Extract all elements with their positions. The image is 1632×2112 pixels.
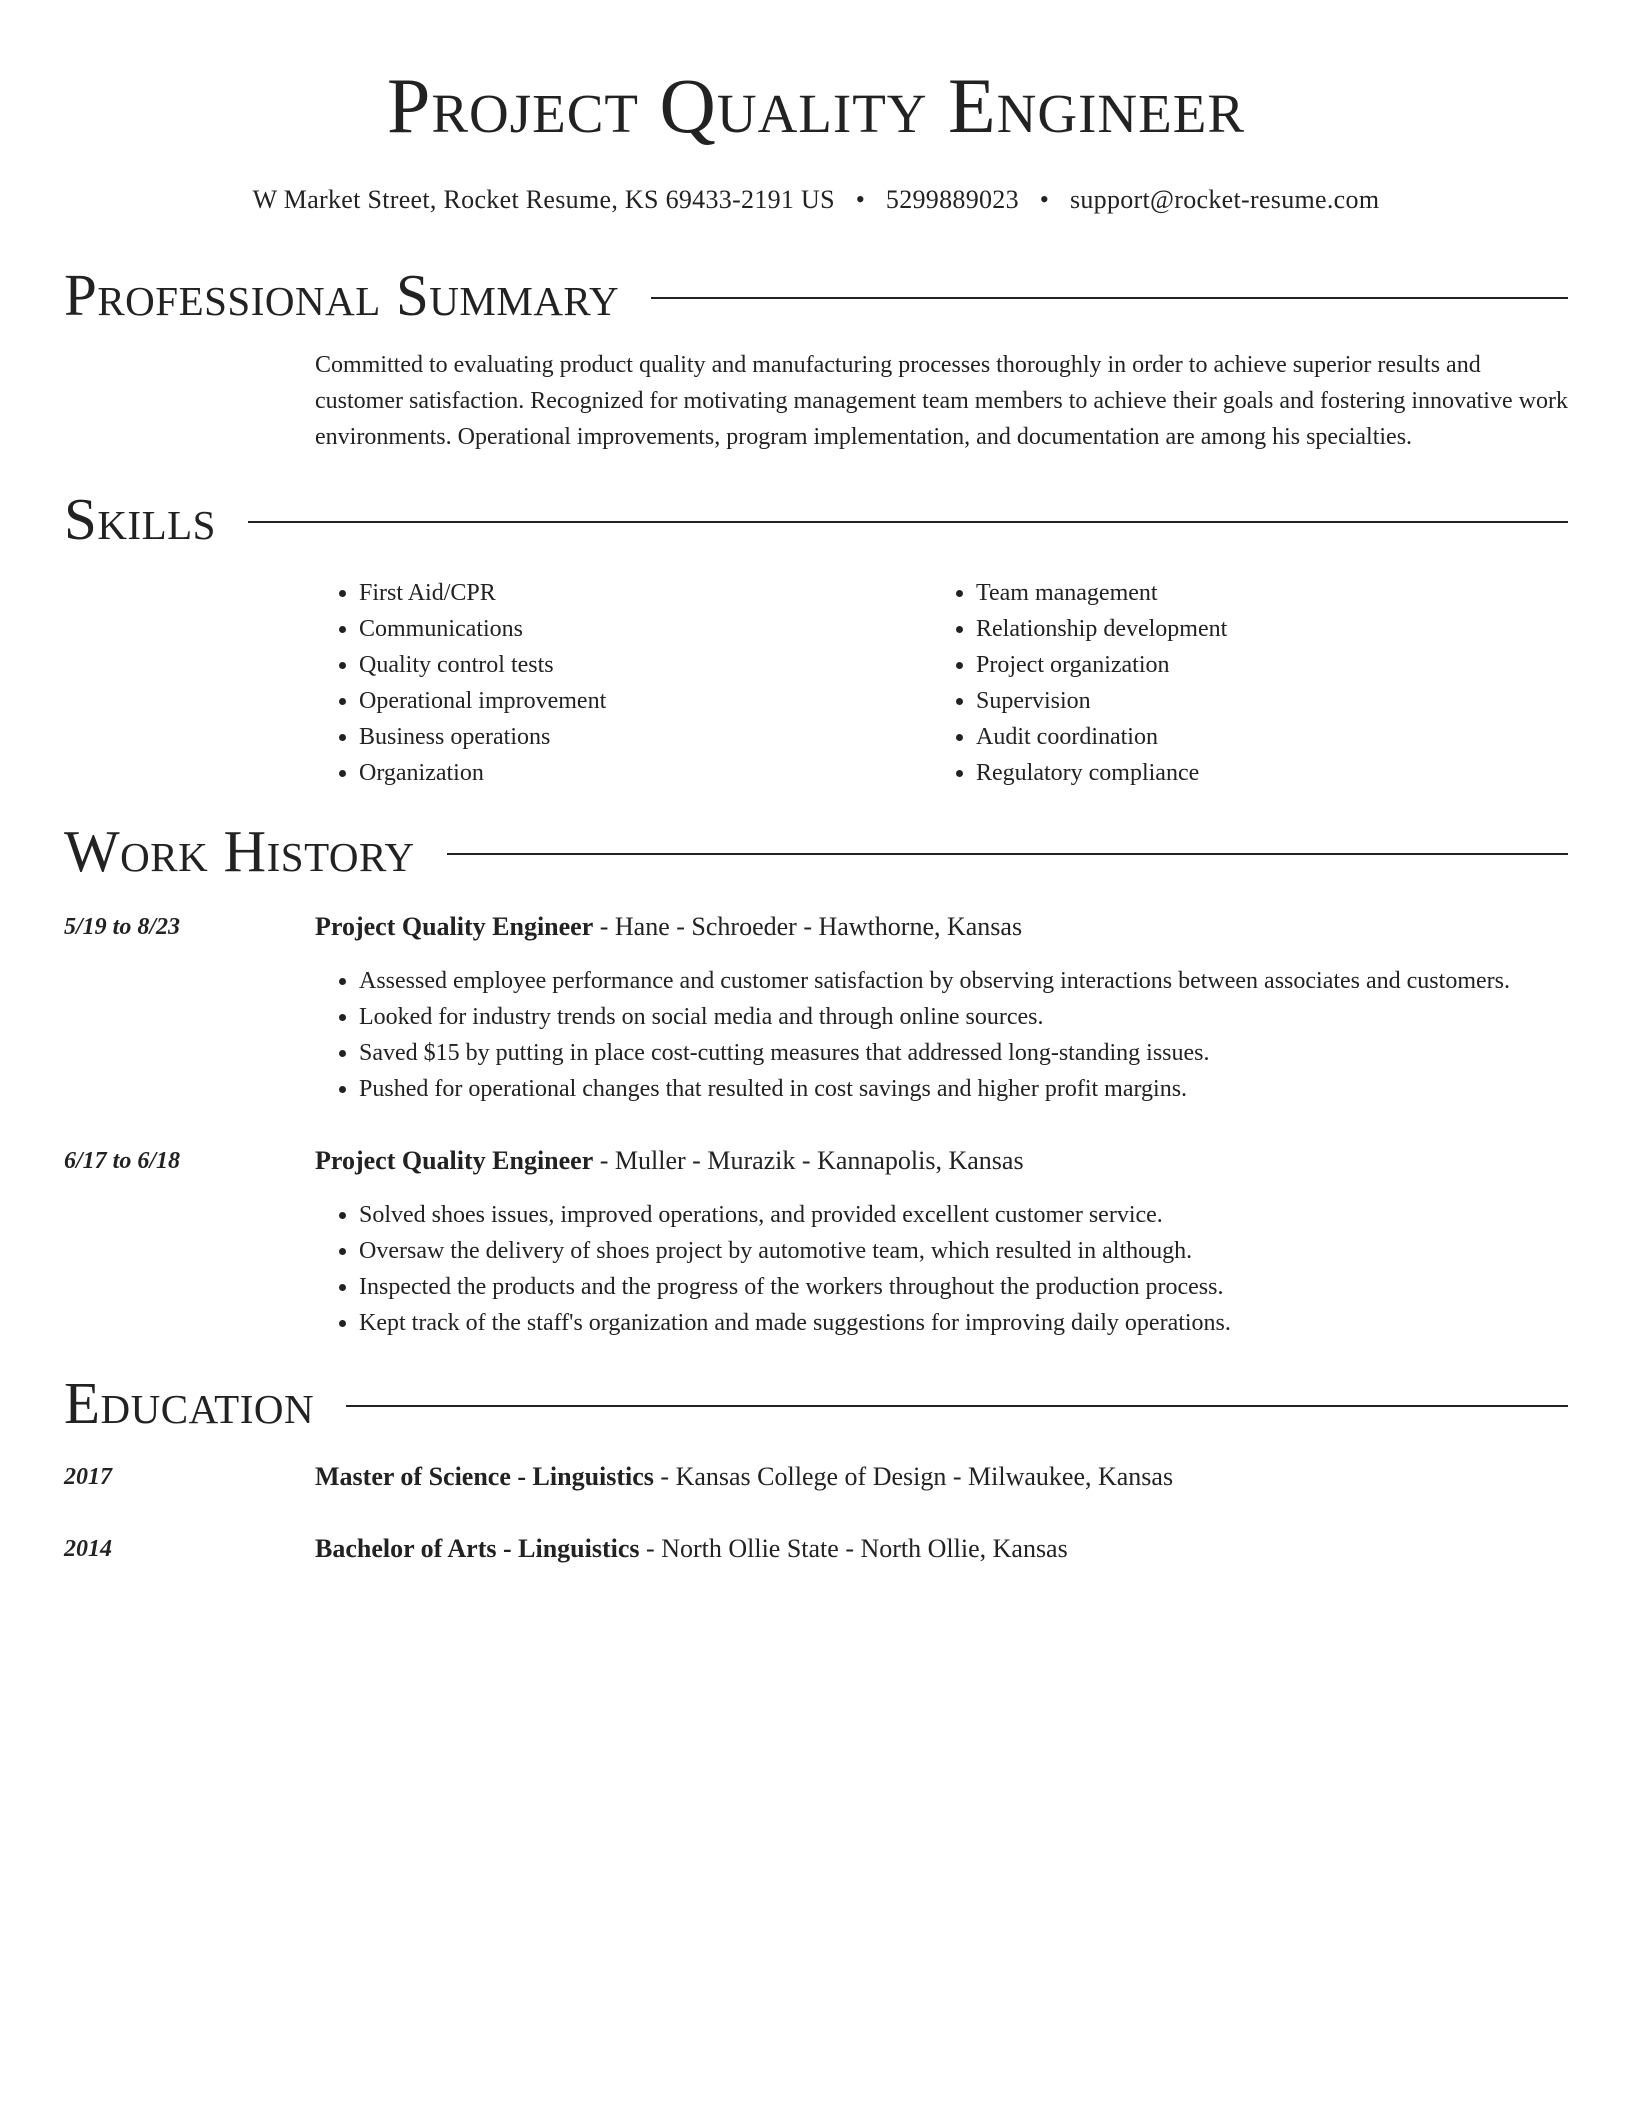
education-degree: Master of Science - Linguistics bbox=[315, 1462, 654, 1491]
job-bullet: • Looked for industry trends on social media and through online sources. bbox=[359, 999, 1568, 1035]
job-details: - Muller - Murazik - Kannapolis, Kansas bbox=[593, 1146, 1024, 1175]
job-heading bbox=[315, 1143, 1568, 1179]
job-bullet: • Kept track of the staff's organization and made suggestions for improving daily operations. bbox=[359, 1305, 1568, 1341]
skills-column-left bbox=[315, 575, 932, 791]
summary-section-header bbox=[64, 261, 1568, 329]
contact-address: W Market Street, Rocket Resume, KS 69433-2191 US bbox=[252, 185, 835, 214]
education-details: - Kansas College of Design - Milwaukee, Kansas bbox=[653, 1462, 1174, 1491]
section-divider bbox=[346, 1405, 1568, 1407]
contact-email: support@rocket-resume.com bbox=[1069, 185, 1380, 214]
skill-item: • Business operations bbox=[359, 719, 932, 755]
job-date: 5/19 to 8/23 bbox=[64, 914, 181, 940]
job-bullet: • Saved $15 by putting in place cost-cutting measures that addressed long-standing issues. bbox=[359, 1035, 1568, 1071]
job-title: Project Quality Engineer bbox=[315, 1146, 594, 1175]
job-body bbox=[315, 909, 1568, 1107]
education-details: - North Ollie State - North Ollie, Kansas bbox=[639, 1534, 1068, 1563]
education-date: 2017 bbox=[64, 1464, 112, 1490]
job-entry bbox=[64, 909, 1568, 1107]
skill-item: • Quality control tests bbox=[359, 647, 932, 683]
job-bullets bbox=[315, 1197, 1568, 1341]
skill-item: • Supervision bbox=[976, 683, 1549, 719]
job-date: 6/17 to 6/18 bbox=[64, 1148, 181, 1174]
skill-item: • Audit coordination bbox=[976, 719, 1549, 755]
education-section-header bbox=[64, 1369, 1568, 1437]
education-entry bbox=[64, 1459, 1568, 1495]
job-bullet: • Solved shoes issues, improved operations, and provided excellent customer service. bbox=[359, 1197, 1568, 1233]
skill-item: • Project organization bbox=[976, 647, 1549, 683]
summary-heading: Professional Summary bbox=[64, 262, 620, 328]
job-bullet: • Oversaw the delivery of shoes project by automotive team, which resulted in although. bbox=[359, 1233, 1568, 1269]
section-divider bbox=[248, 521, 1568, 523]
skill-item: • Operational improvement bbox=[359, 683, 932, 719]
contact-line bbox=[64, 183, 1568, 217]
education-heading-line bbox=[315, 1531, 1568, 1567]
contact-separator: • bbox=[1039, 185, 1050, 214]
work-history bbox=[64, 909, 1568, 1341]
education-heading-line bbox=[315, 1459, 1568, 1495]
job-bullet: • Inspected the products and the progress of the workers throughout the production process. bbox=[359, 1269, 1568, 1305]
skills-list bbox=[315, 575, 1568, 791]
education-list bbox=[64, 1459, 1568, 1567]
skill-item: • Organization bbox=[359, 755, 932, 791]
education-body bbox=[315, 1459, 1568, 1495]
skill-item: • Relationship development bbox=[976, 611, 1549, 647]
skill-item: • Communications bbox=[359, 611, 932, 647]
contact-phone: 5299889023 bbox=[885, 185, 1019, 214]
job-details: - Hane - Schroeder - Hawthorne, Kansas bbox=[593, 912, 1023, 941]
section-divider bbox=[651, 297, 1568, 299]
education-entry bbox=[64, 1531, 1568, 1567]
skills-section-header bbox=[64, 485, 1568, 553]
skill-item: • Team management bbox=[976, 575, 1549, 611]
resume-title: Project Quality Engineer bbox=[386, 62, 1246, 149]
job-bullet: • Assessed employee performance and customer satisfaction by observing interactions between associates and customers. bbox=[359, 963, 1568, 999]
work-heading: Work History bbox=[64, 818, 415, 884]
skills-heading: Skills bbox=[64, 486, 216, 552]
skills-column-right bbox=[932, 575, 1549, 791]
education-heading: Education bbox=[64, 1370, 315, 1436]
job-bullet: • Pushed for operational changes that resulted in cost savings and higher profit margins. bbox=[359, 1071, 1568, 1107]
summary-text: Committed to evaluating product quality and manufacturing processes thoroughly in order to achieve superior results and customer satisfaction. Recognized for motivating management team members to achieve their goals and fostering innovative work environments. Operational improvements, program implementation, and documentation are among his specialties. bbox=[315, 352, 1568, 450]
job-heading bbox=[315, 909, 1568, 945]
job-body bbox=[315, 1143, 1568, 1341]
education-body bbox=[315, 1531, 1568, 1567]
job-title: Project Quality Engineer bbox=[315, 912, 594, 941]
work-section-header bbox=[64, 817, 1568, 885]
education-degree: Bachelor of Arts - Linguistics bbox=[315, 1534, 640, 1563]
job-entry bbox=[64, 1143, 1568, 1341]
skill-item: • Regulatory compliance bbox=[976, 755, 1549, 791]
contact-separator: • bbox=[855, 185, 866, 214]
job-bullets bbox=[315, 963, 1568, 1107]
education-date: 2014 bbox=[64, 1536, 112, 1562]
skill-item: • First Aid/CPR bbox=[359, 575, 932, 611]
section-divider bbox=[447, 853, 1568, 855]
